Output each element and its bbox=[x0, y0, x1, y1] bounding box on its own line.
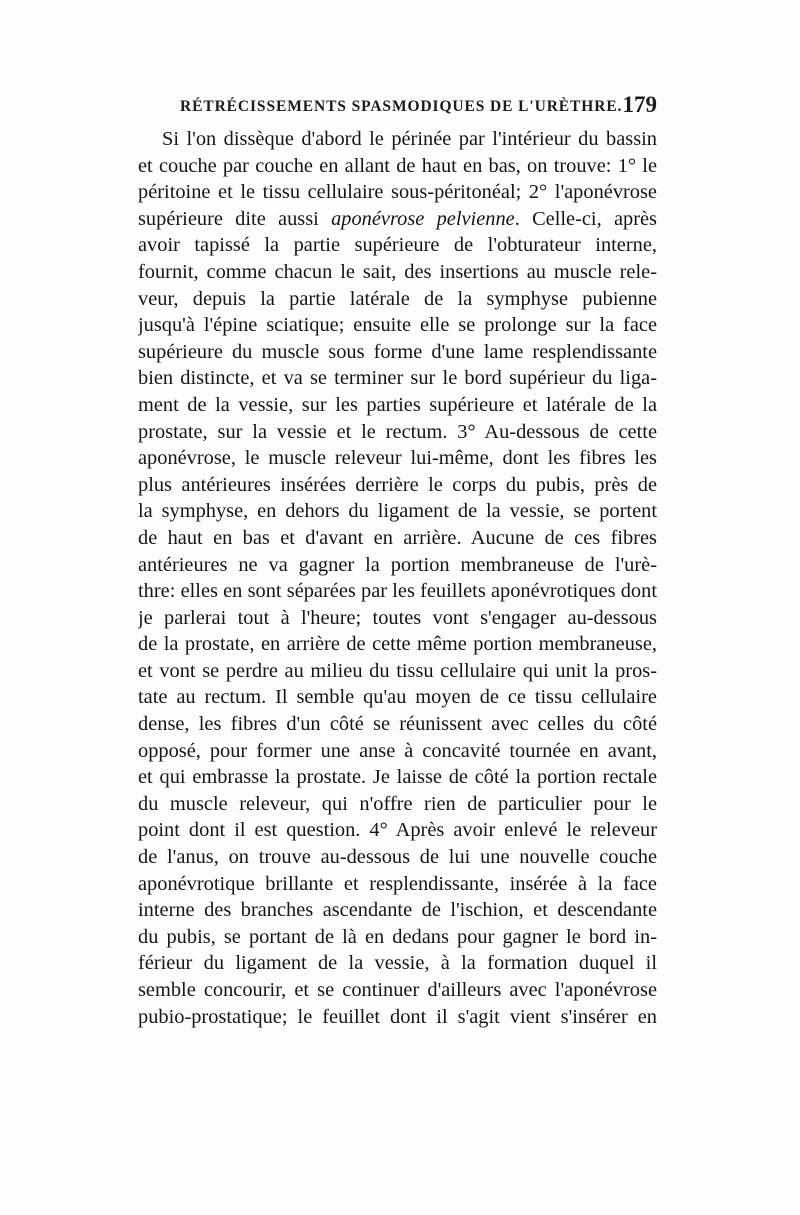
page-number: 179 bbox=[622, 92, 657, 117]
text-line: antérieures ne va gagner la portion membraneuse de l'urè- bbox=[138, 553, 657, 576]
running-title: RÉTRÉCISSEMENTS SPASMODIQUES DE L'URÈTHRE. bbox=[180, 98, 623, 115]
running-head bbox=[142, 90, 657, 126]
text-line: pubio-prostatique; le feuillet dont il s'agit vient s'insérer en bbox=[138, 1005, 657, 1028]
text-line: interne des branches ascendante de l'ischion, et descendante bbox=[138, 899, 657, 922]
text-line: semble concourir, et se continuer d'ailleurs avec l'aponévrose bbox=[138, 979, 657, 1001]
text-line: ment de la vessie, sur les parties supérieure et latérale de la bbox=[138, 393, 657, 416]
text-line: point dont il est question. 4° Après avoir enlevé le releveur bbox=[138, 819, 657, 842]
text-line: péritoine et le tissu cellulaire sous-péritonéal; 2° l'aponévrose bbox=[138, 181, 657, 204]
text-line: thre: elles en sont séparées par les feuillets aponévrotiques dont bbox=[138, 580, 657, 603]
text-line: opposé, pour former une anse à concavité tournée en avant, bbox=[138, 739, 657, 762]
text-line: du pubis, se portant de là en dedans pour gagner le bord in- bbox=[138, 925, 657, 948]
text-line: tate au rectum. Il semble qu'au moyen de ce tissu cellulaire bbox=[138, 686, 657, 709]
body-text bbox=[138, 126, 657, 1030]
text-line: supérieure dite aussi aponévrose pelvienne. Celle-ci, après bbox=[138, 207, 657, 230]
text-line: supérieure du muscle sous forme d'une lame resplendissante bbox=[138, 340, 657, 363]
text-line: plus antérieures insérées derrière le corps du pubis, près de bbox=[138, 473, 657, 496]
text-line: jusqu'à l'épine sciatique; ensuite elle se prolonge sur la face bbox=[138, 314, 657, 337]
text-line: de haut en bas et d'avant en arrière. Aucune de ces fibres bbox=[138, 526, 657, 549]
text-line: et qui embrasse la prostate. Je laisse de côté la portion rectale bbox=[138, 766, 657, 789]
text-line: et couche par couche en allant de haut en bas, on trouve: 1° le bbox=[138, 154, 657, 177]
text-line: je parlerai tout à l'heure; toutes vont s'engager au-dessous bbox=[138, 606, 657, 629]
text-line: férieur du ligament de la vessie, à la formation duquel il bbox=[138, 952, 657, 975]
text-line: aponévrotique brillante et resplendissante, insérée à la face bbox=[138, 872, 657, 895]
text-line: avoir tapissé la partie supérieure de l'obturateur interne, bbox=[138, 234, 657, 257]
text-line: de l'anus, on trouve au-dessous de lui une nouvelle couche bbox=[138, 846, 657, 869]
text-line: prostate, sur la vessie et le rectum. 3° Au-dessous de cette bbox=[138, 420, 657, 443]
text-line: dense, les fibres d'un côté se réunissent avec celles du côté bbox=[138, 713, 657, 736]
text-line: la symphyse, en dehors du ligament de la vessie, se portent bbox=[138, 500, 657, 523]
text-line: du muscle releveur, qui n'offre rien de particulier pour le bbox=[138, 792, 657, 815]
text-line: de la prostate, en arrière de cette même portion membraneuse, bbox=[138, 633, 657, 656]
text-line: aponévrose, le muscle releveur lui-même, dont les fibres les bbox=[138, 447, 657, 470]
text-line: fournit, comme chacun le sait, des insertions au muscle rele- bbox=[138, 260, 657, 283]
text-line: bien distincte, et va se terminer sur le bord supérieur du liga- bbox=[138, 367, 657, 390]
text-line: Si l'on dissèque d'abord le périnée par l'intérieur du bassin bbox=[162, 128, 657, 150]
text-line: veur, depuis la partie latérale de la symphyse pubienne bbox=[138, 287, 657, 310]
text-line: et vont se perdre au milieu du tissu cellulaire qui unit la pros- bbox=[138, 659, 657, 682]
italic-term: aponévrose pelvienne bbox=[331, 207, 515, 230]
